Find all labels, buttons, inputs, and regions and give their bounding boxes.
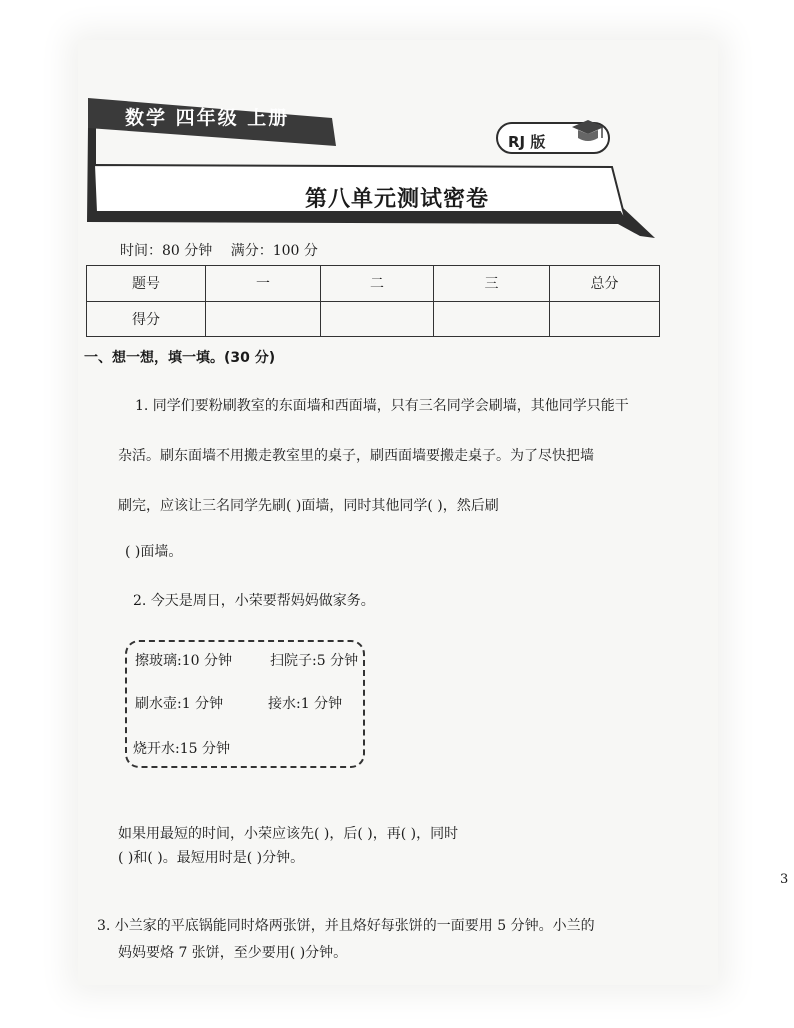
subject-label: 数学 四年级 上册 (125, 107, 290, 129)
score-cell: 二 (321, 266, 434, 302)
score-entry-cell[interactable] (550, 301, 660, 337)
question-2-line: ( )和( )。最短用时是( )分钟。 (118, 850, 305, 866)
score-table-header-row (87, 266, 660, 302)
score-cell: 题号 (87, 266, 206, 302)
score-entry-cell[interactable] (206, 301, 321, 337)
score-cell: 总分 (550, 266, 660, 302)
score-entry-cell[interactable] (321, 301, 434, 337)
page-title: 第八单元测试密卷 (304, 186, 489, 212)
question-3-line: 3. 小兰家的平底锅能同时烙两张饼，并且烙好每张饼的一面要用 5 分钟。小兰的 (97, 918, 595, 934)
score-cell: 一 (206, 266, 321, 302)
graduation-cap-icon (570, 118, 606, 146)
page-number: 3 (780, 872, 789, 887)
chore-item: 烧开水:15 分钟 (133, 741, 230, 757)
score-table-score-row (87, 301, 660, 337)
score-entry-cell[interactable] (434, 301, 550, 337)
question-2-line: 如果用最短的时间，小荣应该先( )，后( )，再( )，同时 (118, 826, 459, 842)
question-1-line: ( )面墙。 (125, 544, 183, 560)
question-3-line: 妈妈要烙 7 张饼，至少要用( )分钟。 (118, 945, 348, 961)
edition-label: RJ 版 (508, 133, 546, 151)
chore-item: 刷水壶:1 分钟 (135, 696, 224, 712)
chore-item: 扫院子:5 分钟 (270, 653, 359, 669)
header-banner (0, 0, 794, 270)
score-table (86, 265, 660, 337)
full-score: 满分：100 分 (230, 243, 318, 259)
chore-item: 擦玻璃:10 分钟 (135, 653, 232, 669)
question-2-intro: 2. 今天是周日，小荣要帮妈妈做家务。 (133, 593, 375, 609)
question-1-line: 杂活。刷东面墙不用搬走教室里的桌子，刷西面墙要搬走桌子。为了尽快把墙 (118, 448, 594, 464)
exam-meta (120, 240, 332, 260)
score-cell: 三 (434, 266, 550, 302)
score-cell: 得分 (87, 301, 206, 337)
question-1-line: 刷完，应该让三名同学先刷( )面墙，同时其他同学( )，然后刷 (118, 498, 499, 514)
section-heading: 一、想一想，填一填。(30 分) (84, 350, 276, 366)
question-1-line: 1. 同学们要粉刷教室的东面墙和西面墙，只有三名同学会刷墙，其他同学只能干 (135, 398, 629, 414)
time-limit: 时间：80 分钟 (120, 243, 213, 259)
chore-item: 接水:1 分钟 (268, 696, 343, 712)
